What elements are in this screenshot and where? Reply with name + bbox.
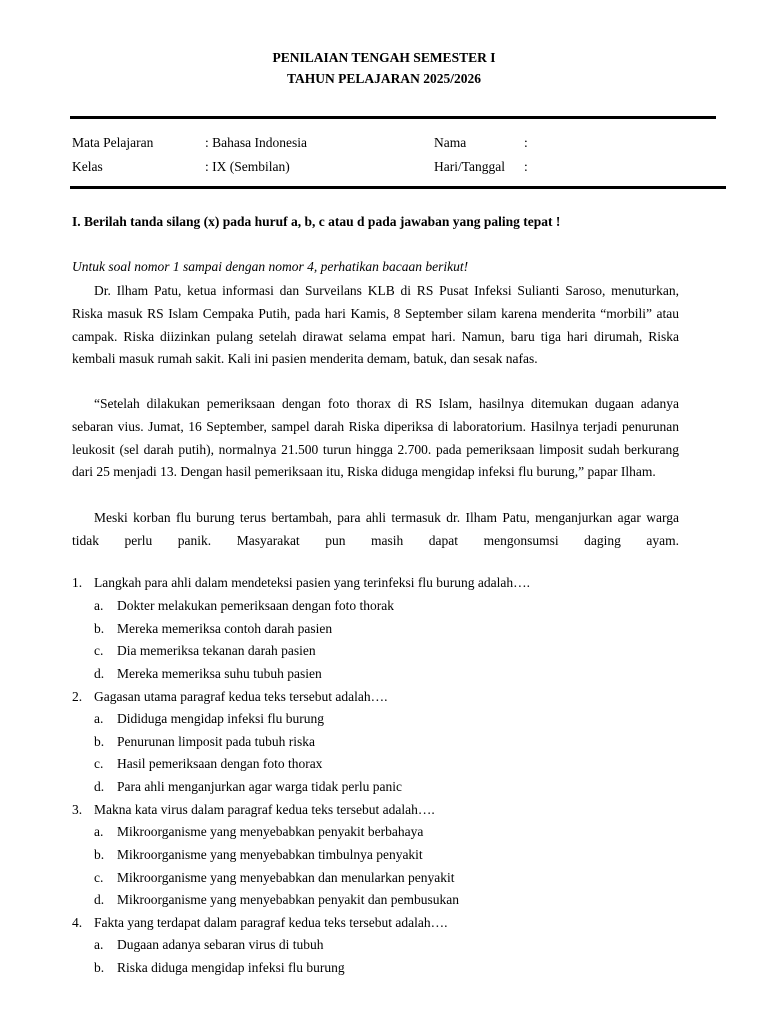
date-field: :	[524, 159, 528, 174]
top-divider	[70, 116, 716, 119]
question-text: Makna kata virus dalam paragraf kedua teks tersebut adalah….	[94, 802, 435, 817]
option-1b[interactable]: b. Mereka memeriksa contoh darah pasien	[94, 621, 333, 636]
question-number: 3.	[72, 802, 83, 817]
class-label: Kelas	[72, 159, 103, 174]
option-2c[interactable]: c. Hasil pemeriksaan dengan foto thorax	[94, 756, 323, 771]
question-text: Fakta yang terdapat dalam paragraf kedua teks tersebut adalah….	[94, 915, 448, 930]
question-3	[72, 802, 435, 818]
subject-label: Mata Pelajaran	[72, 135, 154, 150]
question-number: 1.	[72, 575, 83, 590]
option-2d[interactable]: d. Para ahli menganjurkan agar warga tidak perlu panic	[94, 779, 403, 794]
reading-lead: Untuk soal nomor 1 sampai dengan nomor 4, perhatikan bacaan berikut!	[72, 259, 469, 274]
question-2	[72, 689, 388, 705]
question-text: Gagasan utama paragraf kedua teks tersebut adalah….	[94, 689, 388, 704]
section-instruction: I. Berilah tanda silang (x) pada huruf a, b, c atau d pada jawaban yang paling tepat !	[72, 214, 561, 229]
class-value: : IX (Sembilan)	[205, 159, 290, 174]
question-text: Langkah para ahli dalam mendeteksi pasien yang terinfeksi flu burung adalah….	[94, 575, 530, 590]
question-4	[72, 915, 447, 931]
passage-paragraph-2: “Setelah dilakukan pemeriksaan dengan foto thorax di RS Islam, hasilnya ditemukan dugaan adanya sebaran vius. Jumat, 16 September, sampel darah Riska diperiksa di laboratorium. Hasilnya terjadi penurunan leukosit (sel darah putih), normalnya 21.500 turun hingga 2.700. pada pemeriksaan limposit sudah berkurang dari 25 menjadi 13. Dengan hasil pemeriksaan itu, Riska diduga mengidap infeksi flu burung,” papar Ilham.	[72, 396, 679, 480]
question-number: 4.	[72, 915, 83, 930]
option-2b[interactable]: b. Penurunan limposit pada tubuh riska	[94, 734, 315, 749]
exam-title: PENILAIAN TENGAH SEMESTER I	[272, 50, 496, 65]
option-1d[interactable]: d. Mereka memeriksa suhu tubuh pasien	[94, 666, 322, 681]
option-3b[interactable]: b. Mikroorganisme yang menyebabkan timbulnya penyakit	[94, 847, 423, 862]
option-1c[interactable]: c. Dia memeriksa tekanan darah pasien	[94, 643, 316, 658]
question-1	[72, 575, 530, 591]
option-3c[interactable]: c. Mikroorganisme yang menyebabkan dan menularkan penyakit	[94, 870, 455, 885]
option-1a[interactable]: a. Dokter melakukan pemeriksaan dengan foto thorak	[94, 598, 395, 613]
option-3a[interactable]: a. Mikroorganisme yang menyebabkan penyakit berbahaya	[94, 824, 424, 839]
name-label: Nama	[434, 135, 467, 150]
date-label: Hari/Tanggal	[434, 159, 506, 174]
academic-year: TAHUN PELAJARAN 2025/2026	[286, 71, 481, 86]
passage-paragraph-3: Meski korban flu burung terus bertambah, para ahli termasuk dr. Ilham Patu, menganjurkan agar warga tidak perlu panik. Masyarakat pun masih dapat mengonsumsi daging ayam.	[72, 510, 679, 548]
option-2a[interactable]: a. Dididuga mengidap infeksi flu burung	[94, 711, 324, 726]
bottom-divider	[70, 186, 726, 189]
question-number: 2.	[72, 689, 83, 704]
passage-paragraph-1: Dr. Ilham Patu, ketua informasi dan Surveilans KLB di RS Pusat Infeksi Sulianti Saroso, menuturkan, Riska masuk RS Islam Cempaka Putih, pada hari Kamis, 8 September silam karena menderita “morbili” atau campak. Riska diizinkan pulang setelah dirawat selama empat hari. Namun, baru tiga hari dirumah, Riska kembali masuk rumah sakit. Kali ini pasien menderita demam, batuk, dan sesak nafas.	[72, 283, 679, 367]
option-4a[interactable]: a. Dugaan adanya sebaran virus di tubuh	[94, 937, 324, 952]
name-field: :	[524, 135, 528, 150]
option-4b[interactable]: b. Riska diduga mengidap infeksi flu burung	[94, 960, 345, 975]
subject-value: : Bahasa Indonesia	[205, 135, 307, 150]
option-3d[interactable]: d. Mikroorganisme yang menyebabkan penyakit dan pembusukan	[94, 892, 460, 907]
